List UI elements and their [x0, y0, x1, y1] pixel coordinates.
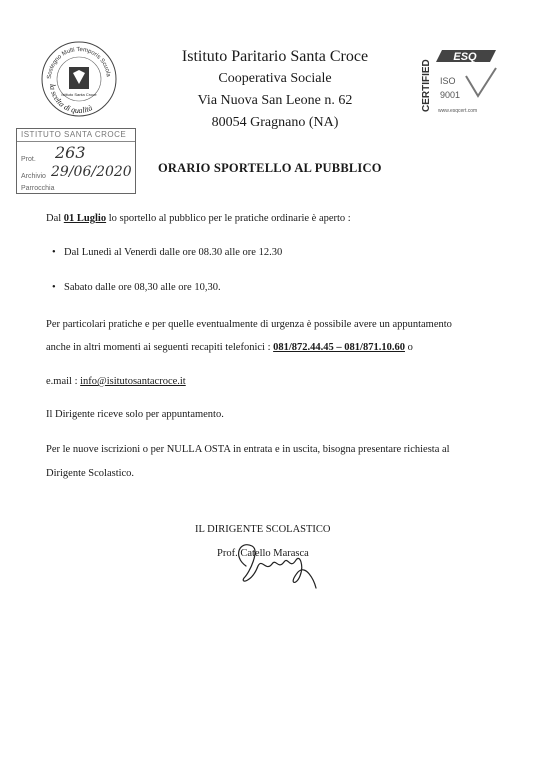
stamp-archive-label: Archivio [21, 173, 46, 180]
stamp-parent-label: Parrocchia [21, 185, 55, 192]
seal-inner-text: Istituto Santa Croce [61, 92, 97, 97]
hours-weekdays: • Dal Lunedì al Venerdì dalle ore 08.30 alle ore 12.30 [64, 247, 282, 258]
phone-numbers[interactable]: 081/872.44.45 – 081/871.10.60 [273, 342, 405, 353]
stamp-archive-value: 29/06/2020 [51, 164, 132, 180]
document-title: ORARIO SPORTELLO AL PUBBLICO [158, 161, 382, 175]
letterhead [150, 46, 400, 134]
institute-line-3: 80054 Gragnano (NA) [211, 115, 339, 130]
handwritten-signature [226, 536, 324, 590]
stamp-header: ISTITUTO SANTA CROCE [21, 130, 127, 139]
esq-letters: ESQ [453, 51, 477, 63]
urgent-line-1: Per particolari pratiche e per quelle eventualmente di urgenza è possibile avere un appuntamento [46, 319, 452, 330]
institute-line-2: Via Nuova San Leone n. 62 [197, 93, 353, 108]
stamp-prot-label: Prot. [21, 156, 36, 163]
institute-line-1: Cooperativa Sociale [218, 71, 332, 86]
iso-label: ISO [440, 76, 456, 86]
email-link[interactable]: info@isitutosantacroce.it [80, 376, 186, 387]
enroll-line-2: Dirigente Scolastico. [46, 468, 135, 479]
hours-saturday: • Sabato dalle ore 08,30 alle ore 10,30. [64, 282, 221, 293]
seal-ring-text: Sostegno Multi Temporis Scuola [46, 46, 111, 80]
seal-motto: la scelta di qualità [47, 83, 94, 116]
enroll-line-1: Per le nuove iscrizioni o per NULLA OSTA in entrata e in uscita, bisogna presentare richiesta al [46, 444, 450, 455]
iso-number: 9001 [440, 90, 461, 100]
urgent-line-2-before: anche in altri momenti ai seguenti recapiti telefonici : [46, 342, 274, 353]
email-label: e.mail : [46, 376, 81, 387]
urgent-line-2 [46, 341, 413, 355]
signature-title: IL DIRIGENTE SCOLASTICO [195, 524, 331, 535]
dirigente-note: Il Dirigente riceve solo per appuntamento. [46, 409, 224, 420]
certification-logo [418, 42, 500, 120]
stamp-prot-value: 263 [55, 143, 86, 162]
institute-name: Istituto Paritario Santa Croce [181, 48, 369, 65]
intro-date: 01 Luglio [63, 213, 107, 224]
intro-before: Dal [46, 213, 64, 224]
cert-url: www.esqcert.com [438, 108, 478, 114]
intro-after: lo sportello al pubblico per le pratiche ordinarie è aperto : [106, 213, 351, 224]
school-seal-logo [40, 40, 118, 118]
urgent-line-2-after: o [404, 342, 413, 353]
certified-label: CERTIFIED [421, 59, 432, 112]
protocol-stamp [16, 128, 136, 194]
signature-name: Prof. Catello Marasca [217, 548, 309, 559]
esq-logo-icon [436, 46, 500, 108]
email-line [46, 375, 186, 389]
intro-paragraph [46, 212, 351, 226]
